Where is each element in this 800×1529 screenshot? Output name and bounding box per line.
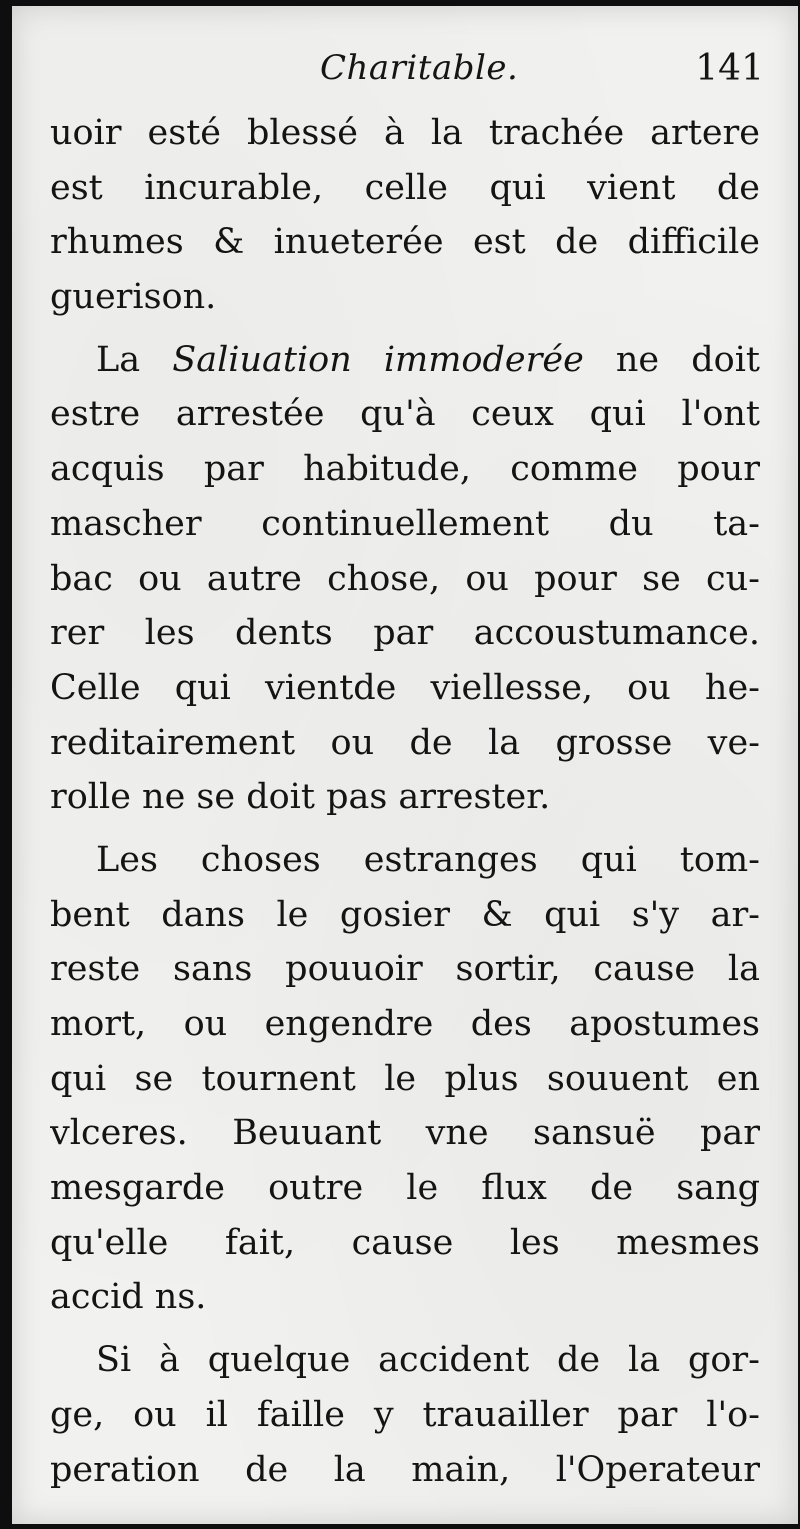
text-line: guerison.	[50, 277, 217, 318]
text-line: bent dans le gosier & qui s'y ar-	[50, 894, 760, 935]
text-line: ge, ou il faille y trauailler par l'o-	[50, 1394, 760, 1435]
book-page	[12, 6, 798, 1524]
text-line: mesgarde outre le flux de sang	[50, 1168, 760, 1209]
text-line: rolle ne se doit pas arrester.	[50, 777, 551, 818]
text-line: reditairement ou de la grosse ve-	[50, 722, 760, 763]
text-line: accid ns.	[50, 1277, 207, 1318]
text-line: rhumes & inueterée est de difficile	[50, 222, 760, 263]
text-line: qui se tournent le plus souuent en	[50, 1058, 760, 1099]
text-line: acquis par habitude, comme pour	[50, 449, 760, 490]
italic-term: Saliuation immoderée	[172, 339, 584, 380]
text-line: vlceres. Beuuant vne sansuë par	[50, 1113, 760, 1154]
paragraph-first-line: Si à quelque accident de la gor-	[96, 1340, 760, 1381]
text-line: qu'elle fait, cause les mesmes	[50, 1222, 760, 1263]
paragraph-first-line	[50, 333, 760, 388]
text-line: mort, ou engendre des apostumes	[50, 1004, 760, 1044]
text-line: bac ou autre chose, ou pour se cu-	[50, 558, 760, 599]
text-line: est incurable, celle qui vient de	[50, 167, 760, 208]
text-line: rer les dents par accoustumance.	[50, 613, 760, 654]
page-header	[12, 48, 798, 104]
body-text	[50, 106, 760, 1497]
text-fragment: La	[96, 339, 173, 380]
paragraph-first-line: Les choses estranges qui tom-	[96, 839, 760, 880]
text-line: reste sans pouuoir sortir, cause la	[50, 949, 760, 990]
text-line: Celle qui vientde viellesse, ou he-	[50, 667, 760, 708]
text-line: mascher continuellement du ta-	[50, 503, 760, 544]
text-fragment: ne doit	[583, 339, 760, 380]
text-line: estre arrestée qu'à ceux qui l'ont	[50, 394, 760, 435]
running-title: Charitable.	[320, 48, 519, 88]
text-line: uoir esté blessé à la trachée artere	[50, 113, 760, 153]
text-line: peration de la main, l'Operateur	[50, 1449, 760, 1490]
page-number: 141	[695, 48, 764, 89]
